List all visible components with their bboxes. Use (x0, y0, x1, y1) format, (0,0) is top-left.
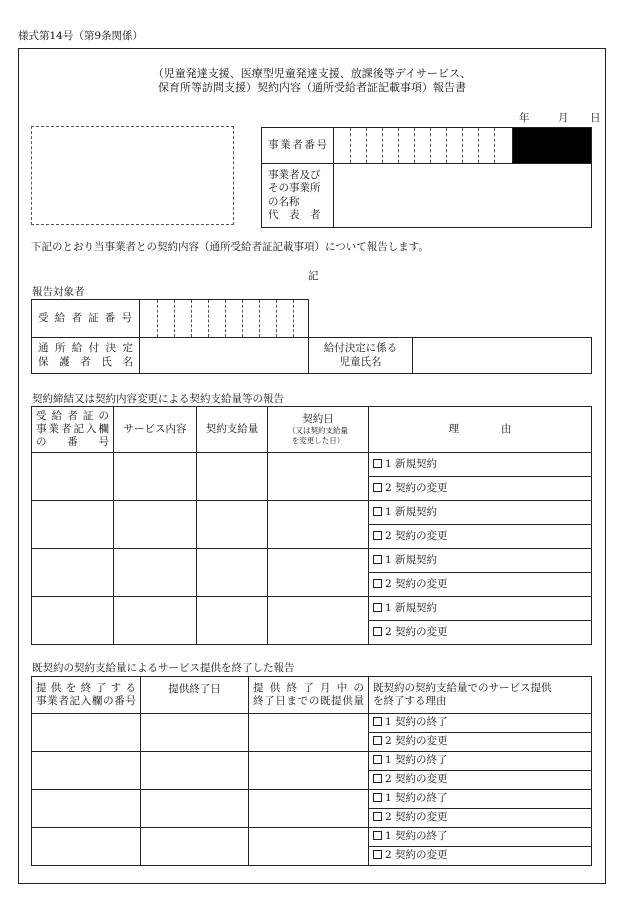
option-label: 1 契約の終了 (385, 830, 448, 843)
option-contract-end[interactable] (369, 828, 592, 847)
termination-end-date-cell[interactable] (141, 752, 249, 790)
contract-header-entry (32, 407, 114, 453)
child-name-field[interactable] (413, 338, 592, 374)
option-label: 2 契約の変更 (385, 481, 448, 494)
contract-header-entry-line: の 番 号 (36, 436, 109, 449)
termination-used-cell[interactable] (249, 752, 369, 790)
option-label: 1 新規契約 (385, 505, 438, 518)
option-contract-end[interactable] (369, 714, 592, 733)
checkbox-icon[interactable] (373, 812, 382, 821)
option-contract-end[interactable] (369, 752, 592, 771)
checkbox-icon[interactable] (373, 507, 382, 516)
termination-used-cell[interactable] (249, 828, 369, 866)
termination-entry-cell[interactable] (32, 790, 141, 828)
contract-amount-cell[interactable] (197, 597, 268, 645)
checkbox-icon[interactable] (373, 603, 382, 612)
contract-amount-cell[interactable] (197, 501, 268, 549)
seal-area[interactable] (31, 126, 234, 225)
checkbox-icon[interactable] (373, 627, 382, 636)
checkbox-icon[interactable] (373, 459, 382, 468)
decision-label-line: 保護者氏名 (38, 355, 133, 368)
contract-header-service: サービス内容 (114, 407, 197, 453)
option-label: 2 契約の変更 (385, 577, 448, 590)
option-label: 2 契約の変更 (385, 529, 448, 542)
provider-name-label-line: 代 表 者 (268, 208, 321, 221)
contract-header-date-sub: を変更した日） (291, 436, 345, 446)
option-contract-change[interactable] (369, 771, 592, 790)
termination-header-entry-line: 提供を終了する (36, 681, 136, 694)
contract-date-cell[interactable] (268, 549, 369, 597)
option-label: 2 契約の変更 (385, 625, 448, 638)
contract-entry-cell[interactable] (32, 549, 114, 597)
provider-number-field[interactable] (334, 128, 513, 164)
option-new-contract[interactable] (369, 597, 592, 621)
provider-number-blackout (513, 128, 592, 164)
option-contract-end[interactable] (369, 790, 592, 809)
cert-blank (309, 300, 592, 338)
termination-entry-cell[interactable] (32, 828, 141, 866)
termination-header-end-date: 提供終了日 (141, 677, 249, 714)
contract-amount-cell[interactable] (197, 453, 268, 501)
date-month-label: 月 (558, 112, 569, 124)
termination-header-used-line: 提供終了月中の (253, 681, 364, 694)
subject-heading: 報告対象者 (32, 286, 85, 298)
contract-header-reason: 理 由 (369, 407, 592, 453)
contract-header-entry-line: 受給者証の (36, 409, 109, 422)
option-label: 1 新規契約 (385, 553, 438, 566)
checkbox-icon[interactable] (373, 774, 382, 783)
termination-header-reason-line: を終了する理由 (373, 695, 447, 707)
cert-number-field[interactable] (140, 300, 309, 338)
contract-header-date (268, 407, 369, 453)
contract-entry-cell[interactable] (32, 453, 114, 501)
checkbox-icon[interactable] (373, 850, 382, 859)
contract-header-date-sub: （又は契約支給量 (288, 425, 348, 435)
option-label: 2 契約の変更 (385, 735, 448, 748)
termination-header-reason-line: 既契約の契約支給量でのサービス提供 (373, 681, 552, 694)
date-day-label: 日 (590, 112, 601, 124)
checkbox-icon[interactable] (373, 717, 382, 726)
guardian-name-field[interactable] (140, 338, 309, 374)
provider-name-label-line: 事業者及び (268, 169, 321, 182)
option-contract-change[interactable] (369, 809, 592, 828)
contract-amount-cell[interactable] (197, 549, 268, 597)
contract-service-cell[interactable] (114, 597, 197, 645)
contract-header-date-main: 契約日 (302, 412, 334, 425)
termination-used-cell[interactable] (249, 714, 369, 752)
termination-end-date-cell[interactable] (141, 790, 249, 828)
contract-service-cell[interactable] (114, 453, 197, 501)
cert-number-label: 受給者証番号 (32, 300, 140, 338)
checkbox-icon[interactable] (373, 531, 382, 540)
form-number: 様式第14号（第9条関係） (18, 30, 144, 42)
termination-header-used-line: 終了日までの既提供量 (253, 695, 364, 707)
contract-entry-cell[interactable] (32, 597, 114, 645)
contract-date-cell[interactable] (268, 501, 369, 549)
title-line-2: 保育所等訪問支援）契約内容（通所受給者証記載事項）報告書 (158, 81, 466, 94)
checkbox-icon[interactable] (373, 579, 382, 588)
provider-name-label-line: その事業所 (268, 182, 321, 195)
option-new-contract[interactable] (369, 501, 592, 525)
checkbox-icon[interactable] (373, 793, 382, 802)
option-label: 1 新規契約 (385, 601, 438, 614)
provider-number-label: 事業者番号 (262, 128, 334, 164)
child-name-label-line: 給付決定に係る (323, 342, 398, 355)
option-contract-change[interactable] (369, 847, 592, 866)
checkbox-icon[interactable] (373, 555, 382, 564)
checkbox-icon[interactable] (373, 831, 382, 840)
termination-entry-cell[interactable] (32, 752, 141, 790)
contract-entry-cell[interactable] (32, 501, 114, 549)
option-new-contract[interactable] (369, 453, 592, 477)
checkbox-icon[interactable] (373, 736, 382, 745)
termination-end-date-cell[interactable] (141, 714, 249, 752)
option-contract-change[interactable] (369, 477, 592, 501)
ki-mark: 記 (308, 270, 319, 282)
contract-table (31, 406, 592, 645)
provider-name-field[interactable] (334, 164, 592, 228)
title-line-1: （児童発達支援、医療型児童発達支援、放課後等デイサービス、 (152, 67, 472, 80)
contract-heading: 契約締結又は契約内容変更による契約支給量等の報告 (32, 393, 284, 405)
provider-name-label-line: の名称 (268, 195, 300, 208)
provider-table (261, 127, 592, 228)
termination-used-cell[interactable] (249, 790, 369, 828)
termination-header-entry (32, 677, 141, 714)
option-label: 2 契約の変更 (385, 811, 448, 824)
option-label: 1 契約の終了 (385, 792, 448, 805)
checkbox-icon[interactable] (373, 755, 382, 764)
option-contract-change[interactable] (369, 573, 592, 597)
contract-date-cell[interactable] (268, 453, 369, 501)
decision-label-line: 通所給付決定 (38, 342, 133, 355)
date-year-label: 年 (519, 112, 530, 124)
contract-header-entry-line: 事業者記入欄 (36, 422, 109, 435)
option-label: 2 契約の変更 (385, 773, 448, 786)
option-contract-change[interactable] (369, 733, 592, 752)
intro-text: 下記のとおり当事業者との契約内容（通所受給者証記載事項）について報告します。 (31, 241, 429, 253)
option-label: 1 契約の終了 (385, 716, 448, 729)
option-label: 2 契約の変更 (385, 849, 448, 862)
checkbox-icon[interactable] (373, 483, 382, 492)
termination-table (31, 676, 592, 866)
contract-service-cell[interactable] (114, 549, 197, 597)
child-name-label-line: 児童氏名 (339, 355, 382, 368)
provider-name-label (262, 164, 334, 228)
termination-entry-cell[interactable] (32, 714, 141, 752)
option-label: 1 契約の終了 (385, 754, 448, 767)
termination-end-date-cell[interactable] (141, 828, 249, 866)
termination-header-entry-line: 事業者記入欄の番号 (36, 695, 136, 707)
subject-table (31, 299, 592, 374)
option-contract-change[interactable] (369, 525, 592, 549)
contract-date-cell[interactable] (268, 597, 369, 645)
option-new-contract[interactable] (369, 549, 592, 573)
child-name-label (309, 338, 413, 374)
contract-header-amount: 契約支給量 (197, 407, 268, 453)
decision-label (32, 338, 140, 374)
option-label: 1 新規契約 (385, 457, 438, 470)
termination-header-reason (369, 677, 592, 714)
contract-service-cell[interactable] (114, 501, 197, 549)
termination-header-used (249, 677, 369, 714)
termination-heading: 既契約の契約支給量によるサービス提供を終了した報告 (32, 662, 295, 674)
option-contract-change[interactable] (369, 621, 592, 645)
